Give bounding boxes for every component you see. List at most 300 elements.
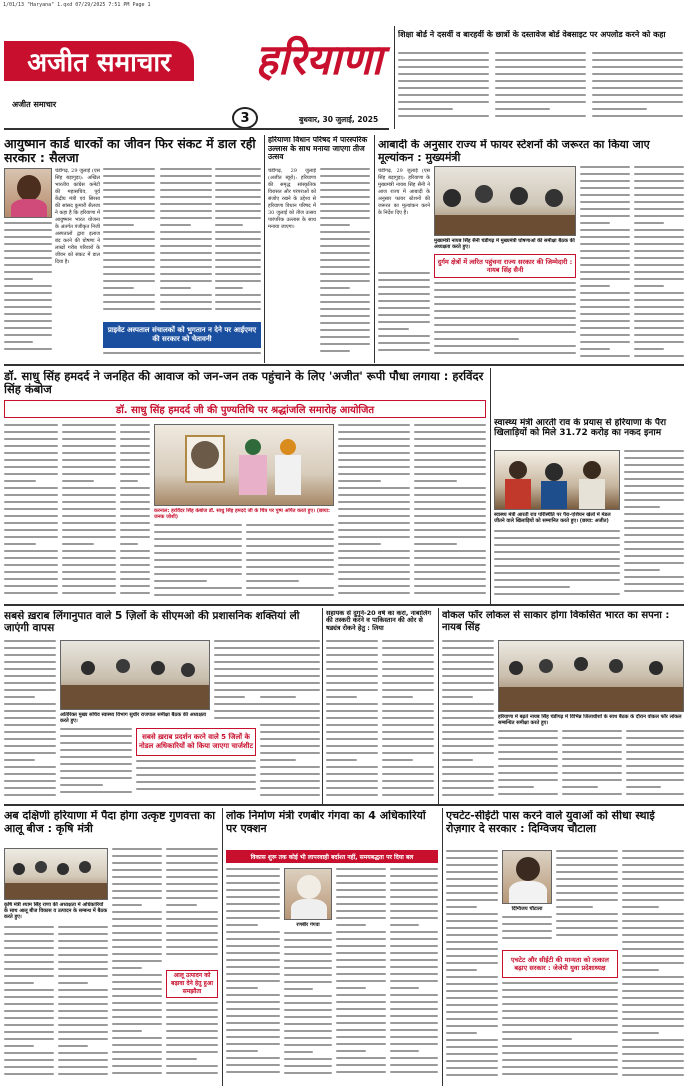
text-line	[160, 308, 212, 310]
text-line	[320, 315, 370, 317]
text-line	[154, 573, 242, 575]
text-line	[215, 196, 261, 198]
text-line	[556, 906, 593, 908]
text-line	[58, 961, 108, 963]
text-line	[580, 348, 610, 350]
text-line	[4, 320, 52, 322]
text-line	[260, 647, 320, 649]
text-line	[320, 175, 370, 177]
text-line	[562, 765, 622, 767]
text-line	[336, 931, 386, 933]
text-line	[260, 794, 320, 796]
text-line	[622, 990, 684, 992]
text-line	[336, 1064, 386, 1066]
text-line	[390, 875, 438, 877]
text-line	[154, 531, 242, 533]
text-line	[414, 473, 486, 475]
text-line	[434, 352, 576, 354]
text-line	[338, 445, 410, 447]
text-line	[338, 452, 410, 454]
text-line	[136, 788, 256, 790]
text-line	[226, 882, 280, 884]
text-line	[58, 982, 88, 984]
text-line	[62, 494, 116, 496]
text-line	[338, 494, 410, 496]
text-line	[166, 918, 218, 920]
text-line	[624, 485, 684, 487]
text-line	[215, 168, 261, 170]
text-line	[62, 459, 116, 461]
text-line	[4, 961, 54, 963]
text-line	[215, 245, 261, 247]
text-line	[622, 948, 684, 950]
text-line	[434, 324, 576, 326]
text-line	[160, 196, 212, 198]
text-line	[326, 640, 378, 642]
text-line	[4, 787, 56, 789]
text-line	[502, 923, 552, 925]
text-line	[260, 689, 320, 691]
a4-headline: डॉ. साधु सिंह हमदर्द ने जनहित की आवाज को जन-जन तक पहुंचाने के लिए 'अजीत' रूपी पौधा लगाया : हरविंदर सिंह कंबोज	[4, 370, 484, 397]
a1-body-col1	[4, 222, 52, 360]
text-line	[446, 1074, 498, 1076]
text-line	[58, 996, 108, 998]
text-line	[160, 273, 212, 275]
text-line	[414, 459, 486, 461]
text-line	[498, 751, 558, 753]
a10-divider	[222, 808, 223, 1086]
text-line	[215, 182, 261, 184]
text-line	[390, 980, 438, 982]
text-line	[4, 926, 54, 928]
text-line	[62, 431, 116, 433]
text-line	[120, 550, 150, 552]
text-line	[414, 466, 486, 468]
text-line	[592, 80, 683, 82]
text-line	[434, 317, 576, 319]
text-line	[338, 529, 410, 531]
text-line	[62, 487, 116, 489]
text-line	[58, 1010, 108, 1012]
a3-headline: आबादी के अनुसार राज्य में फायर स्टेशनों की जरूरत का किया जाए मूल्यांकन : मुख्यमंत्री	[378, 139, 650, 164]
text-line	[62, 466, 116, 468]
text-line	[4, 675, 56, 677]
text-line	[562, 793, 622, 795]
a10-body-col2	[336, 868, 386, 1084]
text-line	[320, 252, 370, 254]
text-line	[4, 696, 35, 698]
text-line	[260, 731, 320, 733]
text-line	[390, 917, 438, 919]
text-line	[112, 1051, 162, 1053]
text-line	[494, 551, 620, 553]
text-line	[338, 543, 381, 545]
text-line	[338, 473, 410, 475]
text-line	[442, 773, 494, 775]
text-line	[498, 779, 558, 781]
text-line	[320, 294, 370, 296]
text-line	[226, 994, 280, 996]
text-line	[112, 918, 162, 920]
text-line	[4, 1073, 54, 1075]
text-line	[120, 578, 150, 580]
text-line	[634, 173, 684, 175]
text-line	[112, 1009, 162, 1011]
text-line	[382, 710, 434, 712]
text-line	[382, 780, 434, 782]
text-line	[624, 562, 684, 564]
text-line	[166, 855, 218, 857]
text-line	[442, 682, 494, 684]
text-line	[4, 487, 58, 489]
text-line	[4, 473, 58, 475]
text-line	[634, 348, 664, 350]
text-line	[414, 578, 486, 580]
text-line	[120, 452, 150, 454]
text-line	[120, 445, 150, 447]
text-line	[338, 431, 410, 433]
text-line	[58, 975, 108, 977]
a4-body-col6	[338, 424, 410, 602]
issue-date: बुधवार, 30 जुलाई, 2025	[299, 115, 379, 124]
text-line	[260, 780, 320, 782]
text-line	[4, 334, 52, 336]
text-line	[326, 654, 378, 656]
text-line	[634, 166, 684, 168]
text-line	[215, 238, 261, 240]
text-line	[398, 59, 489, 61]
text-line	[260, 661, 320, 663]
text-line	[562, 758, 622, 760]
text-line	[624, 506, 660, 508]
text-line	[320, 322, 370, 324]
text-line	[634, 264, 684, 266]
text-line	[336, 980, 386, 982]
text-line	[382, 647, 434, 649]
text-line	[60, 784, 103, 786]
text-line	[226, 875, 280, 877]
text-line	[446, 1046, 498, 1048]
a1-headline: आयुष्मान कार्ड धारकों का जीवन फिर संकट में डाल रही सरकार : सैलजा	[4, 137, 256, 166]
text-line	[495, 101, 586, 103]
text-line	[284, 995, 332, 997]
text-line	[120, 585, 150, 587]
text-line	[103, 352, 261, 354]
a3-box: दुर्गम क्षेत्रों में त्वरित पहुंचना राज्य सरकार की जिम्मेदारी : नायब सिंह सैनी	[434, 254, 576, 278]
text-line	[446, 962, 498, 964]
text-line	[634, 229, 684, 231]
text-line	[338, 466, 410, 468]
text-line	[160, 203, 212, 205]
text-line	[215, 217, 261, 219]
text-line	[495, 87, 586, 89]
text-line	[494, 572, 620, 574]
a5-body-bottom	[494, 530, 620, 602]
text-line	[592, 52, 683, 54]
text-line	[434, 296, 576, 298]
text-line	[284, 1051, 313, 1053]
text-line	[214, 703, 266, 705]
text-line	[112, 932, 162, 934]
text-line	[442, 738, 494, 740]
text-line	[326, 696, 357, 698]
text-line	[390, 1022, 438, 1024]
text-line	[556, 885, 618, 887]
text-line	[103, 175, 155, 177]
text-line	[326, 759, 357, 761]
text-line	[390, 868, 438, 870]
text-line	[556, 871, 618, 873]
text-line	[446, 906, 477, 908]
text-line	[120, 431, 150, 433]
text-line	[580, 187, 630, 189]
text-line	[382, 703, 434, 705]
text-line	[382, 731, 434, 733]
text-line	[58, 968, 108, 970]
text-line	[4, 975, 54, 977]
a6-body-mid2	[136, 760, 256, 800]
text-line	[260, 738, 320, 740]
text-line	[260, 682, 320, 684]
text-line	[336, 1015, 386, 1017]
text-line	[446, 920, 498, 922]
text-line	[382, 745, 434, 747]
text-line	[58, 1073, 108, 1075]
text-line	[214, 661, 266, 663]
text-line	[626, 765, 684, 767]
text-line	[326, 794, 378, 796]
text-line	[622, 1046, 684, 1048]
text-line	[166, 1072, 218, 1074]
text-line	[160, 238, 212, 240]
text-line	[320, 273, 370, 275]
text-line	[622, 1025, 684, 1027]
text-line	[326, 661, 378, 663]
text-line	[390, 1064, 438, 1066]
a10-headline: लोक निर्माण मंत्री रणबीर गंगवा का 4 अधिकारियों पर एक्शन	[226, 810, 426, 835]
text-line	[626, 779, 684, 781]
text-line	[390, 1029, 438, 1031]
text-line	[442, 724, 494, 726]
text-line	[284, 960, 332, 962]
text-line	[624, 569, 660, 571]
text-line	[226, 966, 280, 968]
text-line	[62, 529, 116, 531]
text-line	[160, 259, 212, 261]
text-line	[634, 355, 684, 357]
text-line	[215, 252, 261, 254]
text-line	[112, 960, 162, 962]
text-line	[4, 285, 52, 287]
a4-body-col7	[414, 424, 486, 602]
row2-rule	[4, 604, 684, 606]
text-line	[284, 1023, 332, 1025]
text-line	[154, 545, 242, 547]
text-line	[390, 959, 438, 961]
text-line	[160, 280, 212, 282]
text-line	[634, 278, 684, 280]
text-line	[556, 934, 618, 936]
page-number: 3	[240, 110, 250, 126]
text-line	[4, 466, 58, 468]
text-line	[378, 335, 430, 337]
a9-body-col3	[112, 848, 162, 1084]
text-line	[502, 1017, 618, 1019]
a11-headline: एचटेट-सीईटी पास करने वाले युवाओं को सीधा स्थाई रोज़गार दे सरकार : दिग्विजय चौटाला	[446, 810, 655, 835]
text-line	[580, 201, 630, 203]
a1-box: प्राइवेट अस्पताल संचालकों को भुगतान न देने पर आईएमए की सरकार को चेतावनी	[103, 322, 261, 348]
a11-body-col2b	[502, 916, 552, 946]
text-line	[442, 689, 494, 691]
text-line	[498, 737, 558, 739]
text-line	[4, 682, 56, 684]
a5-body-col1	[624, 450, 684, 600]
text-line	[4, 264, 52, 266]
text-line	[326, 647, 378, 649]
text-line	[580, 173, 630, 175]
text-line	[338, 487, 410, 489]
text-line	[502, 996, 618, 998]
text-line	[634, 180, 684, 182]
text-line	[4, 640, 56, 642]
a3-body-col3	[580, 166, 630, 362]
text-line	[326, 710, 378, 712]
text-line	[622, 906, 659, 908]
text-line	[4, 1003, 54, 1005]
text-line	[446, 990, 498, 992]
a4-body-col2	[62, 424, 116, 602]
text-line	[246, 559, 334, 561]
text-line	[624, 513, 684, 515]
text-line	[624, 457, 684, 459]
text-line	[556, 913, 618, 915]
text-line	[320, 329, 370, 331]
text-line	[62, 564, 116, 566]
text-line	[382, 661, 434, 663]
text-line	[382, 773, 434, 775]
text-line	[112, 897, 162, 899]
text-line	[58, 989, 108, 991]
text-line	[336, 1001, 386, 1003]
text-line	[60, 777, 132, 779]
text-line	[580, 236, 630, 238]
text-line	[434, 303, 576, 305]
text-line	[378, 293, 430, 295]
text-line	[120, 592, 150, 594]
text-line	[215, 273, 261, 275]
text-line	[260, 759, 296, 761]
text-line	[4, 933, 54, 935]
text-line	[378, 300, 430, 302]
text-line	[154, 566, 242, 568]
text-line	[284, 953, 332, 955]
text-line	[624, 555, 684, 557]
text-line	[498, 765, 558, 767]
text-line	[580, 271, 630, 273]
text-line	[390, 1036, 438, 1038]
text-line	[398, 73, 489, 75]
text-line	[446, 948, 498, 950]
text-line	[246, 580, 299, 582]
text-line	[382, 668, 434, 670]
text-line	[338, 459, 410, 461]
text-line	[414, 522, 486, 524]
text-line	[215, 224, 243, 226]
text-line	[103, 294, 155, 296]
text-line	[622, 878, 684, 880]
text-line	[120, 480, 138, 482]
text-line	[112, 869, 162, 871]
text-line	[58, 1031, 108, 1033]
text-line	[556, 899, 618, 901]
text-line	[580, 313, 630, 315]
text-line	[624, 520, 684, 522]
text-line	[226, 1001, 280, 1003]
a4-body-col5	[246, 524, 334, 602]
text-line	[320, 231, 370, 233]
text-line	[4, 278, 33, 280]
text-line	[326, 738, 378, 740]
text-line	[284, 932, 332, 934]
text-line	[214, 675, 266, 677]
text-line	[166, 946, 218, 948]
text-line	[626, 786, 661, 788]
text-line	[382, 794, 434, 796]
text-line	[226, 987, 258, 989]
text-line	[103, 266, 155, 268]
text-line	[336, 1008, 386, 1010]
text-line	[112, 1002, 162, 1004]
text-line	[4, 327, 52, 329]
text-line	[4, 968, 54, 970]
text-line	[112, 974, 162, 976]
text-line	[338, 480, 381, 482]
a2-lead: चंडीगढ़, 29 जुलाई (अजीत ब्यूरो): हरियाणा की समृद्ध सांस्कृतिक विरासत और परंपराओं को संजोए रखने के उद्देश्य से हरियाणा विधान परिषद में 30 जुलाई को तीज उत्सव पारंपरिक उल्लास के साथ मनाया जाएगा।	[268, 168, 316, 230]
text-line	[160, 231, 212, 233]
text-line	[260, 675, 320, 677]
text-line	[166, 1002, 218, 1004]
text-line	[622, 976, 684, 978]
a11-body-col3	[622, 850, 684, 1084]
text-line	[58, 1066, 108, 1068]
text-line	[622, 1018, 684, 1020]
text-line	[4, 654, 56, 656]
text-line	[166, 932, 218, 934]
text-line	[4, 508, 58, 510]
text-line	[62, 543, 94, 545]
text-line	[495, 94, 586, 96]
text-line	[112, 855, 162, 857]
text-line	[495, 52, 586, 54]
text-line	[414, 508, 486, 510]
text-line	[622, 969, 659, 971]
text-line	[284, 1030, 332, 1032]
text-line	[382, 654, 434, 656]
text-line	[624, 450, 684, 452]
text-line	[556, 892, 618, 894]
text-line	[414, 571, 486, 573]
text-line	[154, 580, 207, 582]
text-line	[112, 939, 162, 941]
text-line	[495, 66, 586, 68]
text-line	[226, 868, 280, 870]
text-line	[166, 1016, 218, 1018]
text-line	[390, 882, 438, 884]
text-line	[336, 973, 386, 975]
text-line	[622, 934, 684, 936]
text-line	[62, 550, 116, 552]
print-slug: 1/01/13 "Haryana" 1.qxd 07/29/2025 7:51 PM Page 1	[3, 2, 151, 8]
